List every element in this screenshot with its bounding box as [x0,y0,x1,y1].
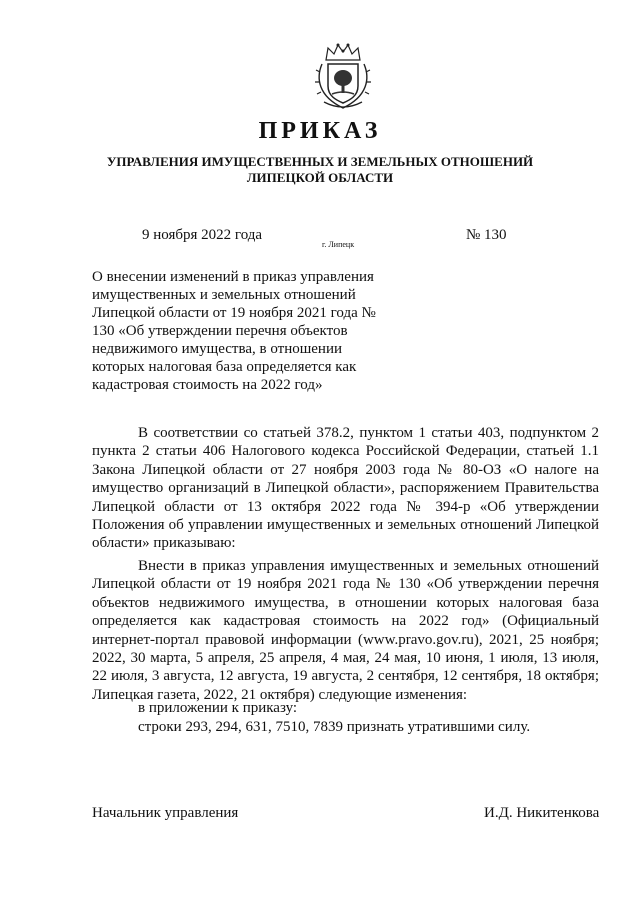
document-city: г. Липецк [322,240,355,249]
coat-of-arms-icon [314,42,372,112]
document-date: 9 ноября 2022 года [142,227,263,243]
document-subject: О внесении изменений в приказ управления имущественных и земельных отношений Липецкой области от 19 ноября 2021 года № 130 «Об утверждении перечня объектов недвижимого имущества, в отношении которых налоговая база определяется как кадастровая стоимость на 2022 год» [92,269,376,393]
organization-line-2: ЛИПЕЦКОЙ ОБЛАСТИ [246,170,394,185]
amendment-intro: в приложении к приказу: [138,700,298,716]
document-number: № 130 [466,227,507,243]
preamble-paragraph: В соответствии со статьей 378.2, пунктом 1 статьи 403, подпунктом 2 пункта 2 статьи 406 Налогового кодекса Российской Федерации, статьей 1.1 Закона Липецкой области от 27 ноября 2003 года № 80-ОЗ «О налоге на имущество организаций в Липецкой области», распоряжением Правительства Липецкой области от 13 октября 2022 года № 394-р «Об утверждении Положения об управлении имущественных и земельных отношений Липецкой области» приказываю: [92,425,599,552]
document-title: ПРИКАЗ [258,118,382,144]
organization-line-1: УПРАВЛЕНИЯ ИМУЩЕСТВЕННЫХ И ЗЕМЕЛЬНЫХ ОТНОШЕНИЙ [106,154,534,169]
amendment-text: строки 293, 294, 631, 7510, 7839 признать утратившими силу. [138,719,531,735]
signatory-position: Начальник управления [92,805,239,821]
signatory-name: И.Д. Никитенкова [484,805,600,821]
order-paragraph: Внести в приказ управления имущественных и земельных отношений Липецкой области от 19 ноября 2021 года № 130 «Об утверждении перечня объектов недвижимого имущества, в отношении которых налоговая база определяется как кадастровая стоимость на 2022 год» (Официальный интернет-портал правовой информации (www.pravo.gov.ru), 2021, 25 ноября; 2022, 30 марта, 5 апреля, 25 апреля, 4 мая, 24 мая, 10 июня, 1 июля, 13 июля, 22 июля, 3 августа, 12 августа, 19 августа, 2 сентября, 12 сентября, 18 октября; Липецкая газета, 2022, 21 октября) следующие изменения: [92,558,599,703]
organization-name [60,154,580,186]
